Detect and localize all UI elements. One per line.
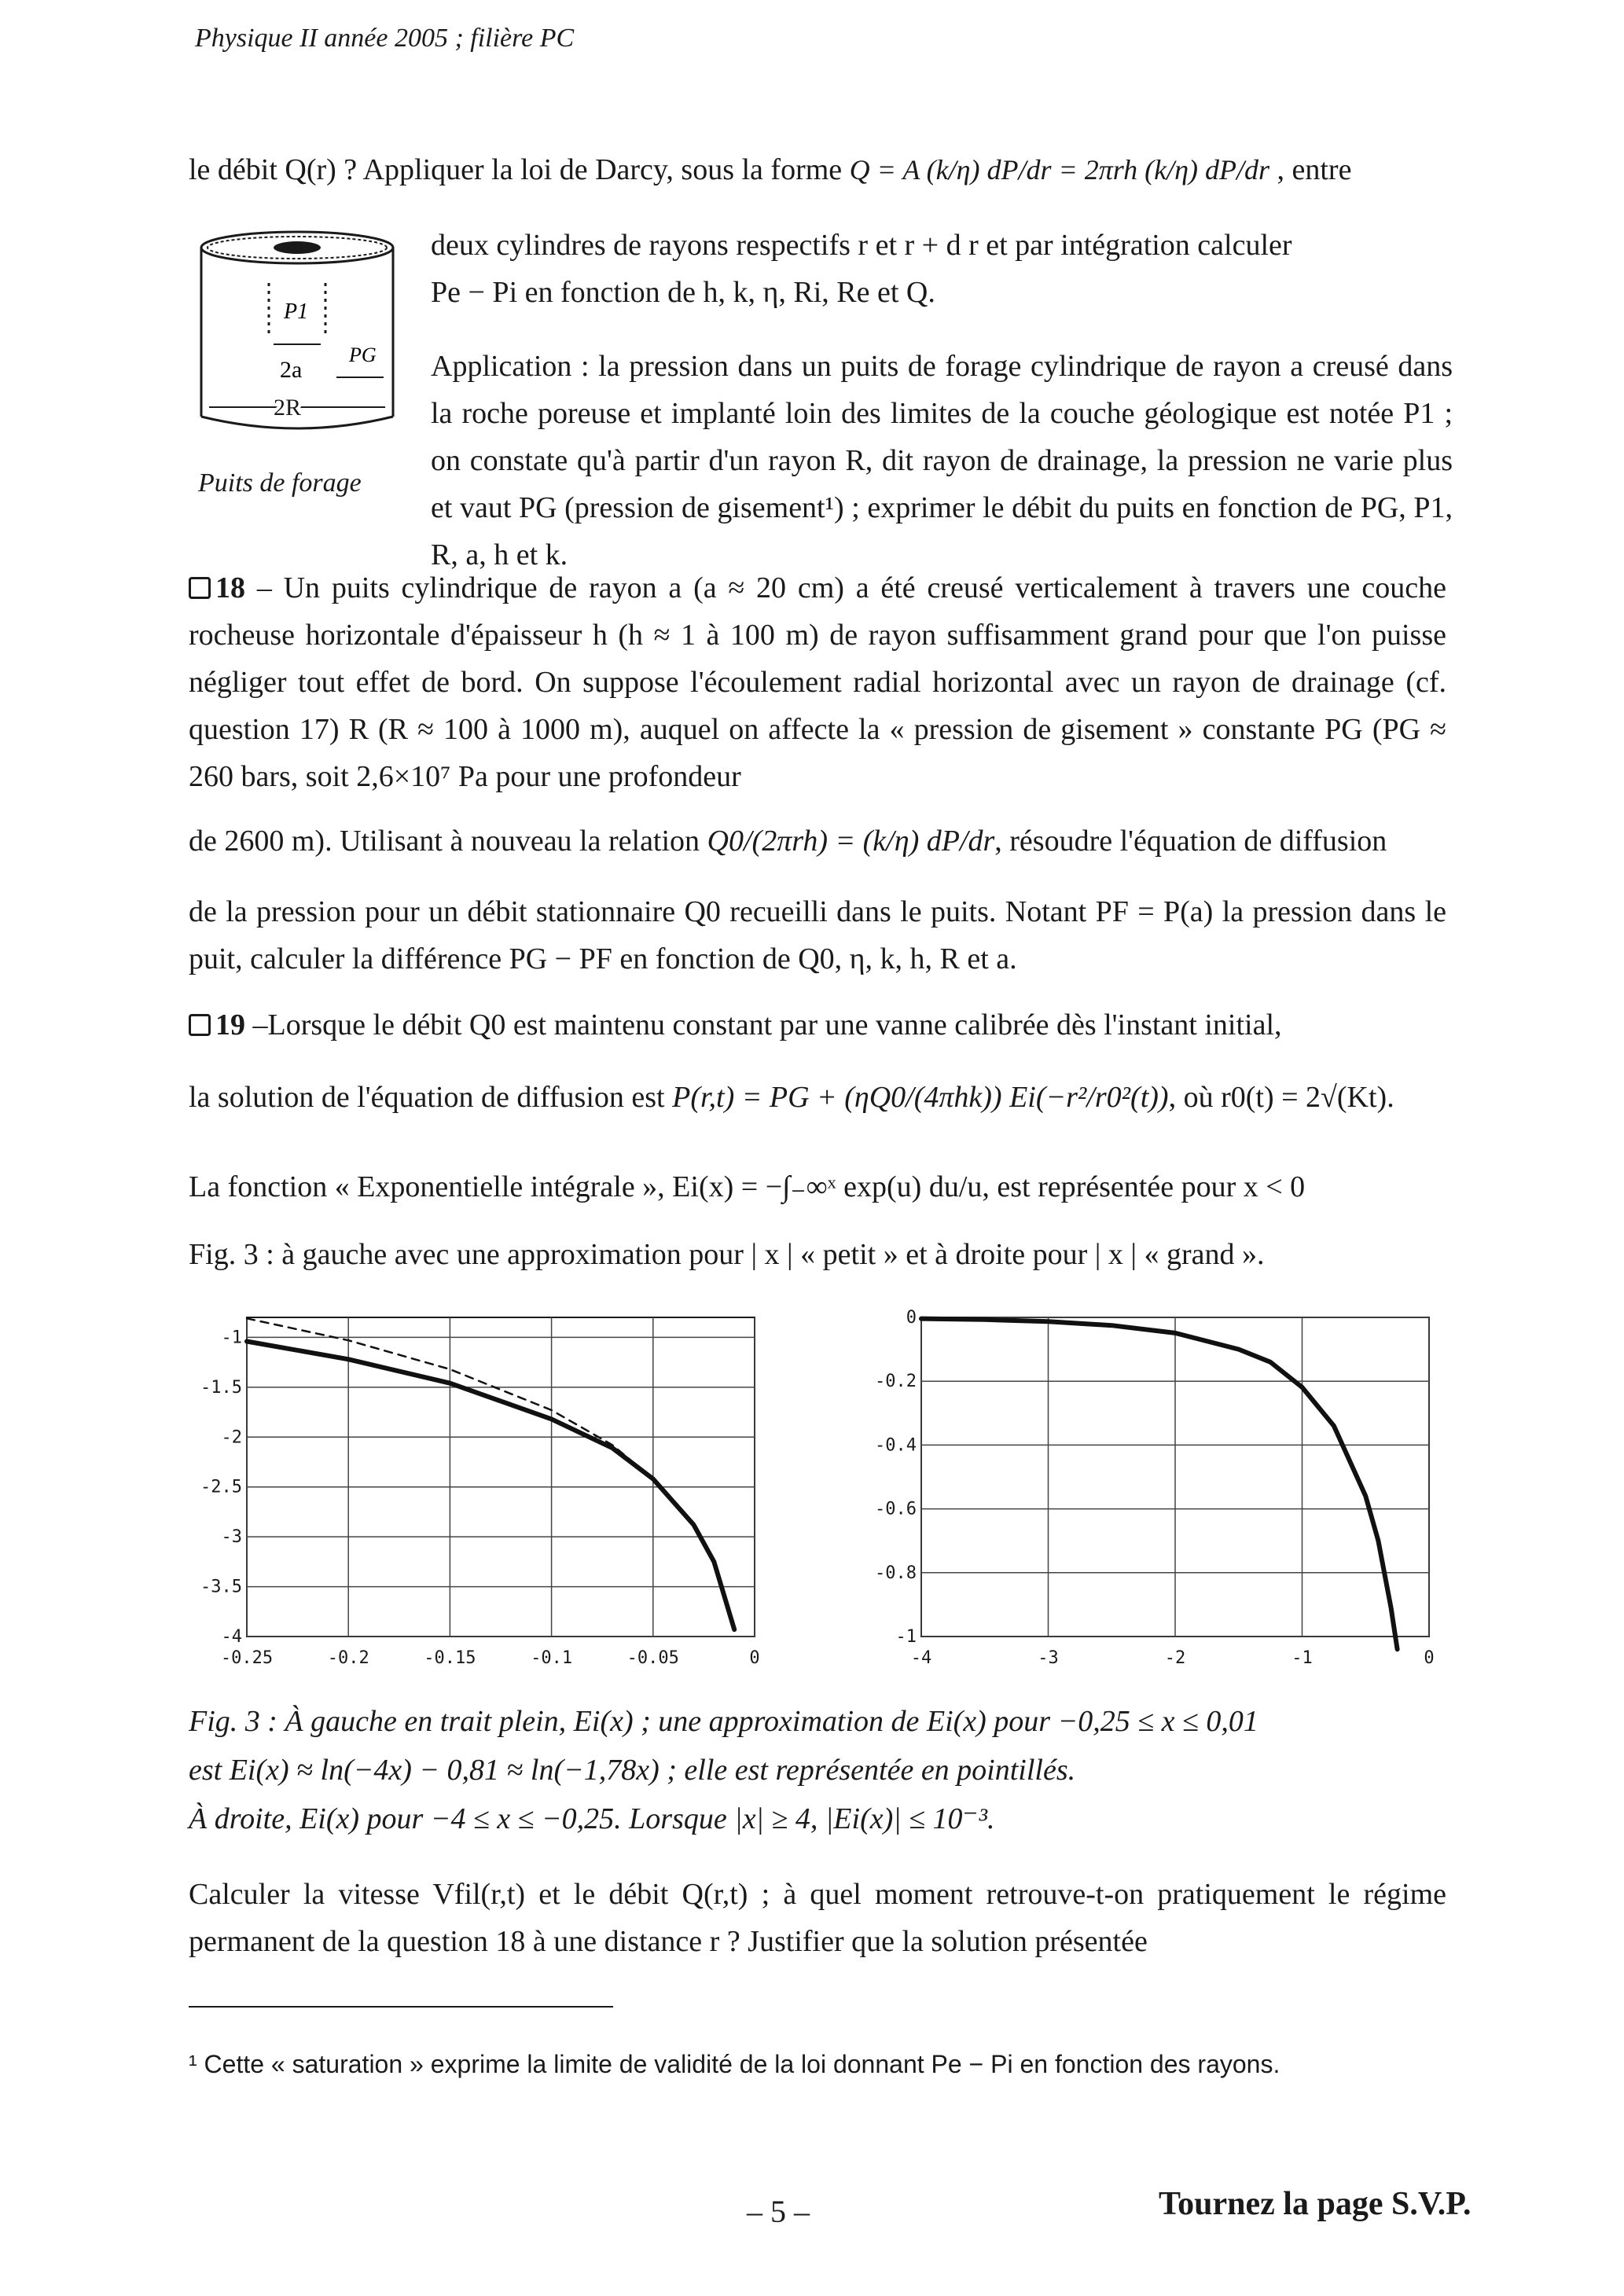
y-tick-label: -2 [221, 1427, 242, 1448]
x-tick-label: -1 [1291, 1648, 1313, 1668]
y-tick-label: -4 [221, 1627, 242, 1647]
plot-frame [247, 1317, 755, 1637]
q17-application: Application : la pression dans un puits de forage cylindrique de rayon a creusé dans la roche poreuse et implanté loin des limites de la couche géologique est notée P1 ; on constate qu'à partir d'un rayon R, dit rayon de drainage, la pression ne varie plus et vaut PG (pression de gisement¹) ; exprimer le débit du puits en fonction de PG, P1, R, a, h et k. [431, 350, 1453, 571]
y-tick-label: -0.4 [875, 1435, 917, 1456]
y-tick-label: -3.5 [200, 1577, 242, 1597]
q17-line1: le débit Q(r) ? Appliquer la loi de Darcy, sous la forme Q = A (k/η) dP/dr = 2πrh (k/η) dP/dr , entre [189, 153, 1352, 186]
x-tick-label: -0.05 [626, 1648, 679, 1668]
y-tick-label: -0.8 [875, 1563, 917, 1583]
closing-paragraph: Calculer la vitesse Vfil(r,t) et le débit Q(r,t) ; à quel moment retrouve-t-on pratiquement le régime permanent de la question 18 à une distance r ? Justifier que la solution présentée [189, 1878, 1446, 1958]
y-tick-label: -3 [221, 1527, 242, 1548]
fig3-caption-line2: est Ei(x) ≈ ln(−4x) − 0,81 ≈ ln(−1,78x) ; elle est représentée en pointillés. [189, 1754, 1076, 1787]
label-pg: PG [349, 343, 377, 366]
y-tick-label: -0.2 [875, 1372, 917, 1392]
q18-relation-line: de 2600 m). Utilisant à nouveau la relation Q0/(2πrh) = (k/η) dP/dr, résoudre l'équation de diffusion [189, 825, 1387, 858]
label-p1: P1 [284, 299, 309, 324]
q19-solution-line: la solution de l'équation de diffusion est P(r,t) = PG + (ηQ0/(4πhk)) Ei(−r²/r0²(t)), où r0(t) = 2√(Kt). [189, 1081, 1394, 1114]
footnote: ¹ Cette « saturation » exprime la limite de validité de la loi donnant Pe − Pi en fonction des rayons. [189, 2050, 1280, 2078]
x-tick-label: -0.15 [424, 1648, 476, 1668]
well-caption: Puits de forage [198, 468, 362, 498]
label-2a: 2a [280, 357, 303, 383]
x-tick-label: -2 [1164, 1648, 1186, 1668]
y-tick-label: -2.5 [200, 1477, 242, 1497]
x-tick-label: -0.25 [220, 1648, 274, 1668]
y-tick-label: -1.5 [200, 1377, 242, 1398]
x-tick-label: -3 [1038, 1648, 1059, 1668]
chart-ei-large-x [857, 1305, 1438, 1674]
fig3-caption-line1: Fig. 3 : À gauche en trait plein, Ei(x) ; une approximation de Ei(x) pour −0,25 ≤ x ≤ 0,01 [189, 1705, 1258, 1738]
q18-tail: de la pression pour un débit stationnaire Q0 recueilli dans le puits. Notant PF = P(a) la pression dans le puit, calculer la différence PG − PF en fonction de Q0, η, k, h, R et a. [189, 895, 1446, 975]
x-tick-label: 0 [1424, 1648, 1435, 1668]
q17-line3: Pe − Pi en fonction de h, k, η, Ri, Re et Q. [431, 276, 935, 309]
y-tick-label: -1 [221, 1328, 242, 1348]
x-tick-label: -0.2 [327, 1648, 369, 1668]
q17-line2: deux cylindres de rayons respectifs r et r + d r et par intégration calculer [431, 229, 1292, 262]
label-2r: 2R [274, 395, 302, 421]
q18-paragraph: 18 – Un puits cylindrique de rayon a (a ≈ 20 cm) a été creusé verticalement à travers une couche rocheuse horizontale d'épaisseur h (h ≈ 1 à 100 m) de rayon suffisamment grand pour que l'on puisse négliger tout effet de bord. On suppose l'écoulement radial horizontal avec un rayon de drainage (cf. question 17) R (R ≈ 100 à 1000 m), auquel on affecte la « pression de gisement » constante PG (PG ≈ 260 bars, soit 2,6×10⁷ Pa pour une profondeur [189, 571, 1447, 793]
turn-page: Tournez la page S.V.P. [1159, 2186, 1472, 2222]
y-tick-label: -0.6 [875, 1499, 917, 1519]
fig3-intro: Fig. 3 : à gauche avec une approximation pour | x | « petit » et à droite pour | x | « grand ». [189, 1238, 1265, 1271]
q19-line1: 19 –Lorsque le débit Q0 est maintenu constant par une vanne calibrée dès l'instant initial, [189, 1001, 1446, 1049]
ei-definition: La fonction « Exponentielle intégrale », Ei(x) = −∫₋∞ˣ exp(u) du/u, est représentée pour x < 0 [189, 1170, 1306, 1203]
running-header: Physique II année 2005 ; filière PC [195, 24, 575, 53]
checkbox-icon [189, 577, 211, 599]
page-number: – 5 – [747, 2194, 810, 2229]
darcy-formula: Q = A (k/η) dP/dr = 2πrh (k/η) dP/dr [849, 154, 1269, 186]
y-tick-label: 0 [906, 1308, 917, 1328]
x-tick-label: 0 [749, 1648, 760, 1668]
solution-formula: P(r,t) = PG + (ηQ0/(4πhk)) Ei(−r²/r0²(t)) [672, 1081, 1169, 1114]
fig3-caption-line3: À droite, Ei(x) pour −4 ≤ x ≤ −0,25. Lorsque |x| ≥ 4, |Ei(x)| ≤ 10⁻³. [189, 1802, 995, 1835]
y-tick-label: -1 [895, 1627, 917, 1647]
series-ei-line [921, 1319, 1398, 1650]
chart-ei-small-x [198, 1305, 764, 1674]
well-figure [195, 228, 407, 472]
x-tick-label: -0.1 [531, 1648, 573, 1668]
footnote-rule [189, 2006, 613, 2008]
checkbox-icon [189, 1014, 211, 1036]
x-tick-label: -4 [910, 1648, 932, 1668]
relation-formula: Q0/(2πrh) = (k/η) dP/dr [707, 825, 995, 858]
